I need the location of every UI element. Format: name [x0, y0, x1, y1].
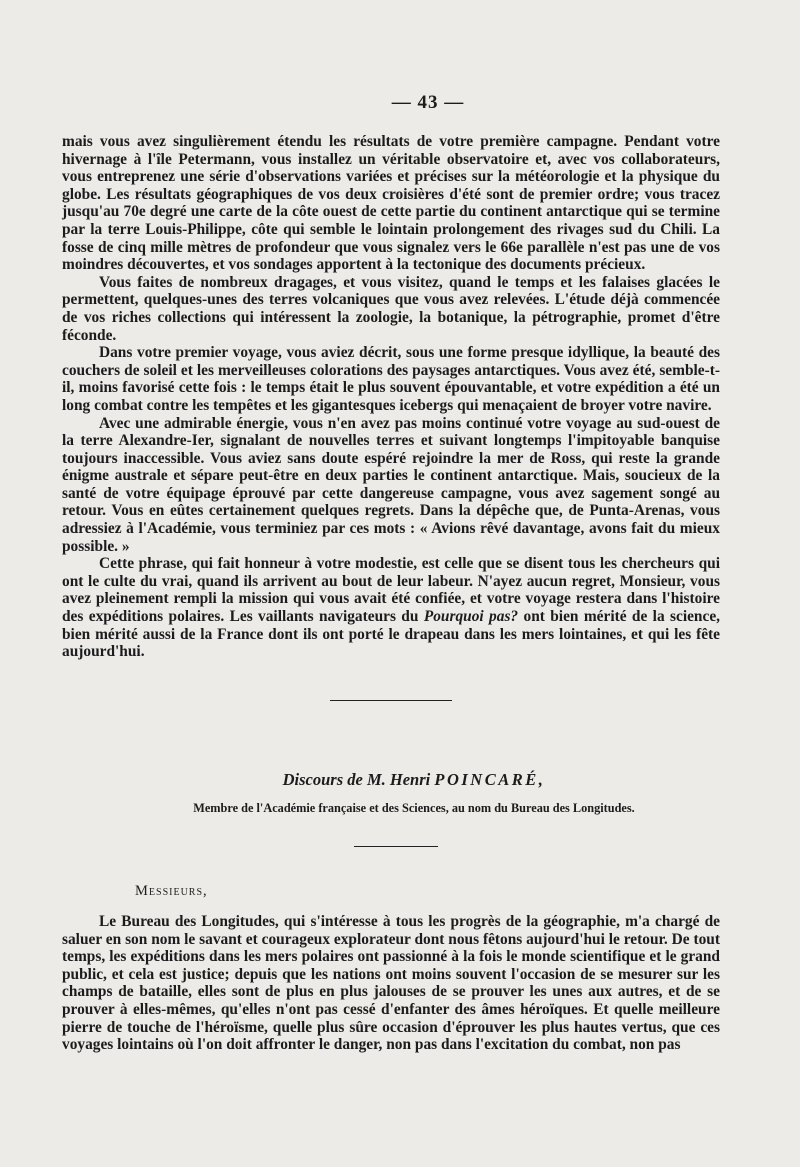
paragraph-final: [62, 555, 720, 661]
paragraph: Le Bureau des Longitudes, qui s'intéresse à tous les progrès de la géographie, m'a chargé de saluer en son nom le savant et courageux explorateur dont nous fêtons aujourd'hui le retour. De tout temps, les expéditions dans les mers polaires ont passionné à la fois le monde scientifique et le grand public, et cela est justice; depuis que les nations ont moins souvent l'occasion de se mesurer sur les champs de bataille, elles sont de plus en plus jalouses de se prouver les unes aux autres, et de se prouver à elles-mêmes, qu'elles n'ont pas cessé d'enfanter des âmes héroïques. Et quelle meilleure pierre de touche de l'héroïsme, quelle plus sûre occasion d'éprouver les plus hautes vertus, que ces voyages lointains où l'on doit affronter le danger, non pas dans l'excitation du combat, non pas: [62, 913, 720, 1054]
paragraph-part: Cette phrase, qui fait honneur à votre modestie, est celle que se disent tous les chercheurs qui ont le culte du vrai, quand ils arrivent au bout de leur labeur. N'ayez aucun regret, Monsieur, vous avez pleinement rempli la mission qui vous avait été confiée, et votre voyage restera dans l'histoire des expéditions polaires. Les vaillants navigateurs du: [62, 555, 720, 626]
title-divider: [354, 846, 438, 847]
paragraph-part: ont bien mérité de la science, bien mérité aussi de la France dont ils ont porté le drapeau dans les mers lointaines, et qui les fête aujourd'hui.: [62, 608, 720, 661]
speech-title: [14, 770, 800, 790]
speech-title-name: POINCARÉ,: [434, 770, 546, 789]
paragraph: Avec une admirable énergie, vous n'en avez pas moins continué votre voyage au sud-ouest de la terre Alexandre-Ier, signalant de nouvelles terres et suivant longtemps l'impitoyable banquise toujours inaccessible. Vous aviez sans doute espéré rejoindre la mer de Ross, qui reste la grande énigme australe et sépare peut-être en deux parties le continent antarctique. Mais, soucieux de la santé de votre équipage éprouvé par cette dangereuse campagne, vous avez sagement songé au retour. Vous en eûtes certainement quelques regrets. Dans la dépêche que, de Punta-Arenas, vous adressiez à l'Académie, vous terminiez par ces mots : « Avions rêvé davantage, avons fait du mieux possible. »: [62, 414, 720, 555]
page-number: — 43 —: [391, 92, 465, 113]
paragraph: Dans votre premier voyage, vous aviez décrit, sous une forme presque idyllique, la beauté des couchers de soleil et les merveilleuses colorations des paysages antarctiques. Vous avez été, semble-t-il, moins favorisé cette fois : le temps était le plus souvent épouvantable, et votre expédition a été un long combat contre les tempêtes et les gigantesques icebergs qui menaçaient de broyer votre navire.: [62, 344, 720, 414]
paragraph: mais vous avez singulièrement étendu les résultats de votre première campagne. Pendant votre hivernage à l'île Petermann, vous installez un véritable observatoire et, avec vos collaborateurs, vous entreprenez une série d'observations variées et précises sur la météorologie et la physique du globe. Les résultats géographiques de vos deux croisières d'été sont de premier ordre; vous tracez jusqu'au 70e degré une carte de la côte ouest de cette partie du continent antarctique qui se termine par la terre Louis-Philippe, côte qui semble le lointain prolongement des rivages sud du Chili. La fosse de cinq mille mètres de profondeur que vous signalez vers le 66e parallèle n'est pas une de vos moindres découvertes, et vos sondages apportent à la tectonique des documents précieux.: [62, 133, 720, 274]
speech-subtitle: Membre de l'Académie française et des Sciences, au nom du Bureau des Longitudes.: [193, 801, 635, 815]
salutation: Messieurs,: [135, 883, 208, 899]
continuation-text: [62, 133, 720, 661]
speech-text: [62, 913, 720, 1054]
ship-name: Pourquoi pas?: [423, 608, 519, 626]
speech-title-prefix: Discours de M. Henri: [282, 770, 431, 789]
section-divider: [330, 700, 452, 701]
paragraph: Vous faites de nombreux dragages, et vous visitez, quand le temps et les falaises glacées le permettent, quelques-unes des terres volcaniques que vous avez relevées. L'étude déjà commencée de vos riches collections qui intéressent la zoologie, la botanique, la pétrographie, promet d'être féconde.: [62, 273, 720, 344]
